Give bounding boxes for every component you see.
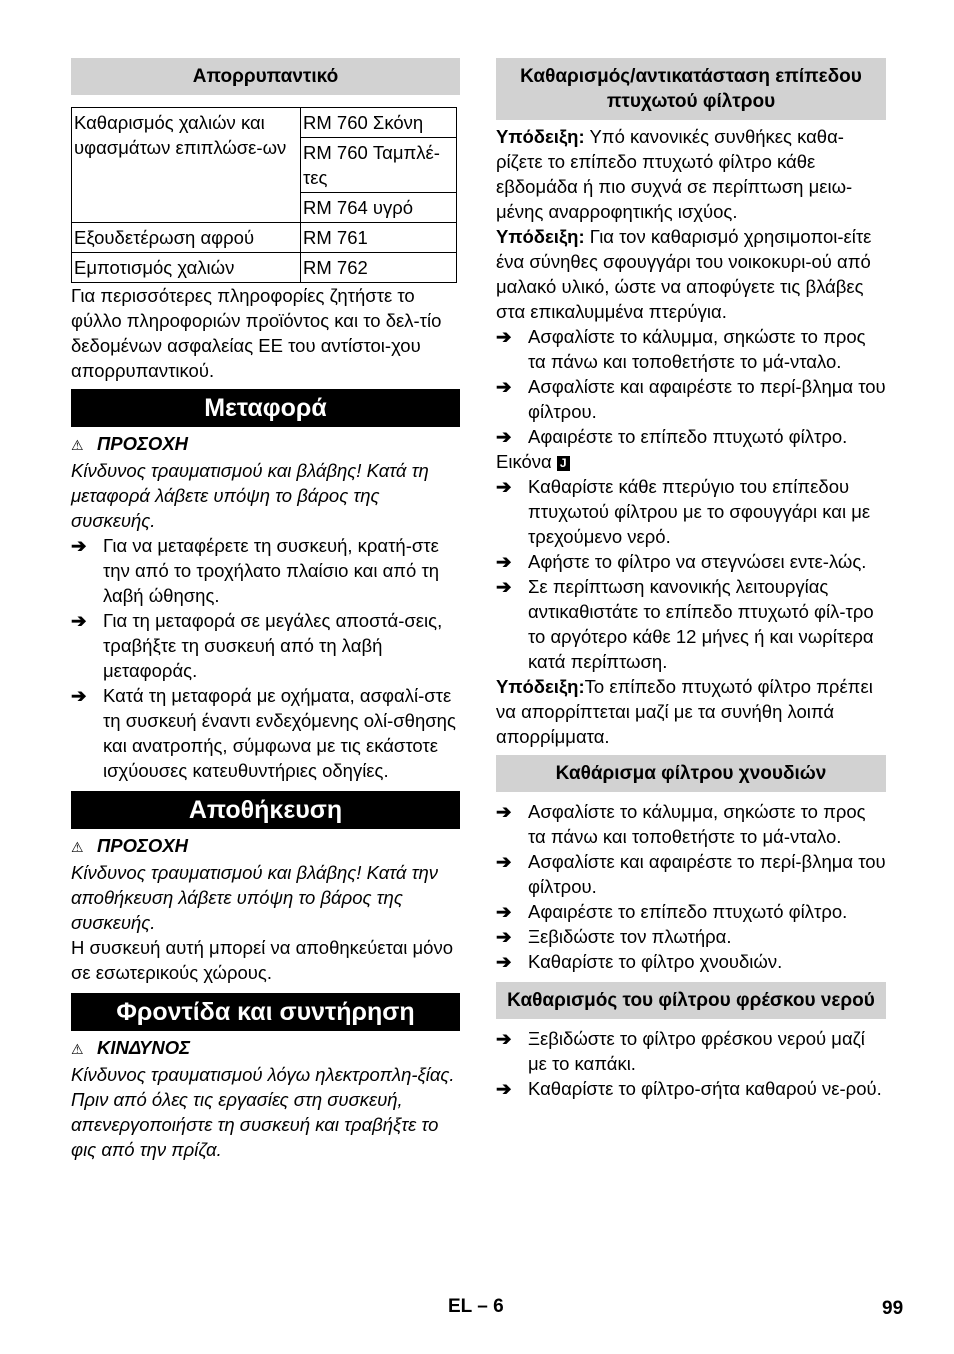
arrow-icon: ➔ bbox=[496, 801, 512, 822]
arrow-icon: ➔ bbox=[496, 376, 512, 397]
flat-filter-note-3: Υπόδειξη:Το επίπεδο πτυχωτό φίλτρο πρέπει να απορρίπτεται μαζί με τα συνήθη λοιπά απορρίμματα. bbox=[496, 676, 873, 747]
table-cell-impregnation: Εμποτισμός χαλιών bbox=[72, 253, 301, 283]
footer-language-page: EL – 6 bbox=[448, 1296, 504, 1317]
list-item: ➔ Ξεβιδώστε το φίλτρο φρέσκου νερού μαζί με το καπάκι. bbox=[496, 1028, 865, 1074]
care-danger-label: ⚠ ΚΙΝΔΥΝΟΣ bbox=[71, 1035, 460, 1062]
left-column bbox=[71, 58, 460, 1162]
arrow-icon: ➔ bbox=[496, 576, 512, 597]
list-item: ➔ Κατά τη μεταφορά με οχήματα, ασφαλί-στε τη συσκευή έναντι ενδεχόμενης ολί-σθησης και ανατροπής, σύμφωνα με τις εκάστοτε ισχύουσες κατευθυντήριες οδηγίες. bbox=[71, 685, 456, 781]
arrow-icon: ➔ bbox=[496, 426, 512, 447]
storage-warning-label: ⚠ ΠΡΟΣΟΧΗ bbox=[71, 833, 460, 860]
table-cell-rm760-powder: RM 760 Σκόνη bbox=[301, 108, 457, 138]
care-danger-text-2: Πριν από όλες τις εργασίες στη συσκευή, απενεργοποιήστε τη συσκευή και τραβήξτε το φις από την πρίζα. bbox=[71, 1089, 439, 1160]
right-column bbox=[496, 58, 886, 1101]
care-danger-text-1: Κίνδυνος τραυματισμού λόγω ηλεκτροπλη-ξίας. bbox=[71, 1064, 455, 1085]
flat-filter-note-2: Υπόδειξη: Για τον καθαρισμό χρησιμοποι-είτε ένα σύνηθες σφουγγάρι του νοικοκυρι-ού από μαλακό υλικό, ώστε να αποφύγετε τις βλάβες στα επικαλυμμένα πτερύγια. bbox=[496, 226, 872, 322]
arrow-icon: ➔ bbox=[496, 851, 512, 872]
arrow-icon: ➔ bbox=[496, 326, 512, 347]
detergent-info: Για περισσότερες πληροφορίες ζητήστε το φύλλο πληροφοριών προϊόντος και το δελ-τίο δεδομένων ασφαλείας ΕΕ του αντίστοι-χου απορρυπαντικού. bbox=[71, 285, 442, 381]
page-number: 99 bbox=[882, 1298, 904, 1319]
table-cell-rm764: RM 764 υγρό bbox=[301, 193, 457, 223]
list-item: ➔ Αφαιρέστε το επίπεδο πτυχωτό φίλτρο. bbox=[496, 426, 848, 447]
table-cell-rm760-tablets: RM 760 Ταμπλέ-τες bbox=[301, 138, 457, 193]
warning-icon: ⚠ bbox=[71, 839, 84, 855]
list-item: ➔ Ασφαλίστε και αφαιρέστε το περί-βλημα του φίλτρου. bbox=[496, 376, 886, 422]
arrow-icon: ➔ bbox=[71, 685, 87, 706]
table-cell-carpet: Καθαρισμός χαλιών και υφασμάτων επιπλώσε-ων bbox=[72, 108, 301, 223]
arrow-icon: ➔ bbox=[496, 476, 512, 497]
arrow-icon: ➔ bbox=[496, 901, 512, 922]
list-item: ➔ Ασφαλίστε το κάλυμμα, σηκώστε το προς τα πάνω και τοποθετήστε το μά-νταλο. bbox=[496, 326, 866, 372]
list-item: ➔ Καθαρίστε κάθε πτερύγιο του επίπεδου πτυχωτού φίλτρου με το σφουγγάρι και με τρεχούμενο νερό. bbox=[496, 476, 871, 547]
storage-text: Η συσκευή αυτή μπορεί να αποθηκεύεται μόνο σε εσωτερικούς χώρους. bbox=[71, 937, 454, 983]
list-item: ➔ Ασφαλίστε και αφαιρέστε το περί-βλημα του φίλτρου. bbox=[496, 851, 886, 897]
flat-filter-heading: Καθαρισμός/αντικατάσταση επίπεδου πτυχωτού φίλτρου bbox=[496, 58, 886, 120]
list-item: ➔ Αφήστε το φίλτρο να στεγνώσει εντε-λώς. bbox=[496, 551, 867, 572]
detergent-heading: Απορρυπαντικό bbox=[71, 58, 460, 95]
arrow-icon: ➔ bbox=[496, 1028, 512, 1049]
flat-filter-note-1: Υπόδειξη: Υπό κανονικές συνθήκες καθα-ρίζετε το επίπεδο πτυχωτό φίλτρο κάθε εβδομάδα ή πιο συχνά σε περίπτωση μειω-μένης αναρροφητικής ισχύος. bbox=[496, 126, 853, 222]
storage-warning-text: Κίνδυνος τραυματισμού και βλάβης! Κατά την αποθήκευση λάβετε υπόψη το βάρος της συσκευής. bbox=[71, 862, 439, 933]
warning-icon: ⚠ bbox=[71, 1041, 84, 1057]
arrow-icon: ➔ bbox=[496, 551, 512, 572]
transport-warning-text: Κίνδυνος τραυματισμού και βλάβης! Κατά τη μεταφορά λάβετε υπόψη το βάρος της συσκευής. bbox=[71, 460, 429, 531]
table-cell-rm761: RM 761 bbox=[301, 223, 457, 253]
arrow-icon: ➔ bbox=[496, 951, 512, 972]
list-item: ➔ Για να μεταφέρετε τη συσκευή, κρατή-στε την από το τροχήλατο πλαίσιο και από τη λαβή ώθησης. bbox=[71, 535, 440, 606]
lint-filter-heading: Καθάρισμα φίλτρου χνουδιών bbox=[496, 755, 886, 792]
list-item: ➔ Καθαρίστε το φίλτρο χνουδιών. bbox=[496, 951, 783, 972]
transport-heading: Μεταφορά bbox=[71, 389, 460, 427]
list-item: ➔ Για τη μεταφορά σε μεγάλες αποστά-σεις, τραβήξτε τη συσκευή από τη λαβή μεταφοράς. bbox=[71, 610, 443, 681]
detergent-table bbox=[71, 107, 457, 283]
care-heading: Φροντίδα και συντήρηση bbox=[71, 993, 460, 1031]
fresh-water-heading: Καθαρισμός του φίλτρου φρέσκου νερού bbox=[496, 982, 886, 1019]
list-item: ➔ Αφαιρέστε το επίπεδο πτυχωτό φίλτρο. bbox=[496, 901, 848, 922]
list-item: ➔ Καθαρίστε το φίλτρο-σήτα καθαρού νε-ρού. bbox=[496, 1078, 882, 1099]
list-item: ➔ Σε περίπτωση κανονικής λειτουργίας αντικαθιστάτε το επίπεδο πτυχωτό φίλ-τρο το αργότερο κάθε 12 μήνες ή και νωρίτερα κατά περίπτωση. bbox=[496, 576, 874, 672]
arrow-icon: ➔ bbox=[496, 926, 512, 947]
arrow-icon: ➔ bbox=[71, 610, 87, 631]
arrow-icon: ➔ bbox=[496, 1078, 512, 1099]
arrow-icon: ➔ bbox=[71, 535, 87, 556]
figure-reference: Εικόνα J bbox=[496, 449, 886, 474]
list-item: ➔ Ασφαλίστε το κάλυμμα, σηκώστε το προς τα πάνω και τοποθετήστε το μά-νταλο. bbox=[496, 801, 866, 847]
table-cell-foam: Εξουδετέρωση αφρού bbox=[72, 223, 301, 253]
storage-heading: Αποθήκευση bbox=[71, 791, 460, 829]
list-item: ➔ Ξεβιδώστε τον πλωτήρα. bbox=[496, 926, 732, 947]
table-cell-rm762: RM 762 bbox=[301, 253, 457, 283]
transport-warning-label: ⚠ ΠΡΟΣΟΧΗ bbox=[71, 431, 460, 458]
warning-icon: ⚠ bbox=[71, 437, 84, 453]
figure-badge: J bbox=[557, 456, 570, 471]
